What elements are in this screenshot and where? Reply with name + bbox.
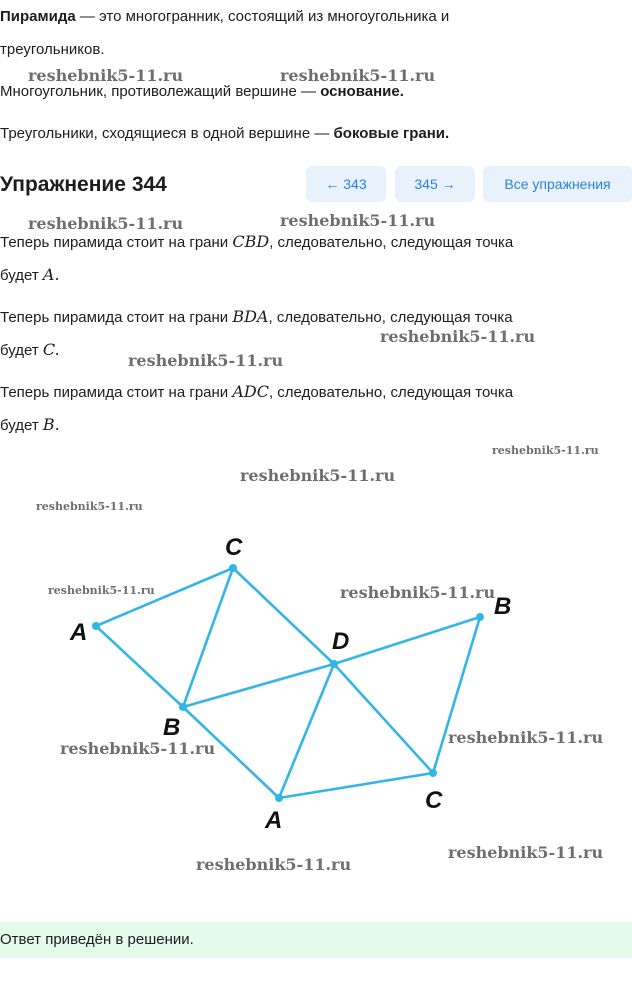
watermark: reshebnik5-11.ru — [448, 728, 604, 747]
intro-line-4-text: Треугольники, сходящиеся в одной вершине — — [0, 125, 334, 142]
step-3-post: , следовательно, следующая точка — [268, 384, 514, 401]
step-1-end: . — [54, 265, 60, 284]
watermark: reshebnik5-11.ru — [48, 584, 155, 597]
all-exercises-button[interactable]: Все упражнения — [483, 166, 632, 202]
vertex-label-b-middle: B — [163, 714, 181, 741]
exercise-title: Упражнение 344 — [0, 173, 167, 196]
term-base: основание. — [320, 83, 404, 100]
step-2-pre: Теперь пирамида стоит на грани — [0, 309, 233, 326]
step-3-point: B — [42, 415, 55, 434]
edge-a2-c2 — [279, 773, 433, 798]
term-pyramid: Пирамида — [0, 8, 76, 25]
vertex-label-a-bottom: A — [265, 807, 283, 834]
vertex-label-d: D — [332, 628, 350, 655]
watermark: reshebnik5-11.ru — [28, 66, 184, 85]
term-lateral-faces: боковые грани. — [333, 125, 450, 142]
watermark: reshebnik5-11.ru — [128, 351, 284, 370]
vertex-dot-b2 — [179, 703, 187, 711]
vertex-dot-d — [330, 660, 338, 668]
edge-a1-b2 — [96, 626, 183, 707]
intro-line-1-text: — это многогранник, состоящий из многоугольника и — [75, 8, 450, 25]
step-2-post: , следовательно, следующая точка — [268, 309, 513, 326]
edge-d-b1 — [334, 617, 480, 664]
edge-b2-d — [183, 664, 334, 707]
watermark: reshebnik5-11.ru — [60, 739, 216, 758]
step-2-end: . — [54, 340, 60, 359]
vertex-label-c-bottom: C — [425, 787, 443, 814]
vertex-label-c-top: C — [225, 534, 243, 561]
watermark: reshebnik5-11.ru — [240, 466, 396, 485]
intro-line-3-text: Многоугольник, противолежащий вершине — — [0, 83, 321, 100]
vertex-dot-a1 — [92, 622, 100, 630]
step-1-next-pre: будет — [0, 267, 43, 284]
edge-c1-d — [233, 568, 334, 664]
answer-box: Ответ приведён в решении. — [0, 922, 632, 958]
watermark: reshebnik5-11.ru — [28, 214, 184, 233]
watermark: reshebnik5-11.ru — [492, 444, 599, 457]
vertex-dot-c2 — [429, 769, 437, 777]
step-2-point: C — [42, 340, 55, 359]
watermark: reshebnik5-11.ru — [280, 211, 436, 230]
vertex-dot-b1 — [476, 613, 484, 621]
step-2-next-pre: будет — [0, 342, 43, 359]
vertex-label-b-right: B — [494, 593, 512, 620]
edge-a1-c1 — [96, 568, 233, 626]
watermark: reshebnik5-11.ru — [196, 855, 352, 874]
edge-b1-c2 — [433, 617, 480, 773]
watermark: reshebnik5-11.ru — [448, 843, 604, 862]
step-1-face: CBD — [232, 232, 270, 251]
prev-exercise-button[interactable]: ← 343 — [306, 166, 386, 202]
vertex-label-a-left: A — [70, 619, 88, 646]
edge-d-c2 — [334, 664, 433, 773]
intro-line-2: треугольников. — [0, 41, 105, 58]
edge-d-a2 — [279, 664, 334, 798]
vertex-dot-a2 — [275, 794, 283, 802]
step-3-end: . — [54, 415, 60, 434]
step-3-face: ADC — [232, 382, 269, 401]
watermark: reshebnik5-11.ru — [280, 66, 436, 85]
step-3-pre: Теперь пирамида стоит на грани — [0, 384, 233, 401]
watermark: reshebnik5-11.ru — [36, 500, 143, 513]
watermark: reshebnik5-11.ru — [380, 327, 536, 346]
next-exercise-button[interactable]: 345 → — [395, 166, 475, 202]
diagram-edges — [96, 568, 480, 798]
edge-c1-b2 — [183, 568, 233, 707]
step-1-pre: Теперь пирамида стоит на грани — [0, 234, 233, 251]
step-2-face: BDA — [232, 307, 269, 326]
watermark: reshebnik5-11.ru — [340, 583, 496, 602]
step-3-next-pre: будет — [0, 417, 43, 434]
step-1-post: , следовательно, следующая точка — [269, 234, 514, 251]
diagram-labels — [69, 534, 511, 834]
step-1-point: A — [42, 265, 55, 284]
vertex-dot-c1 — [229, 564, 237, 572]
